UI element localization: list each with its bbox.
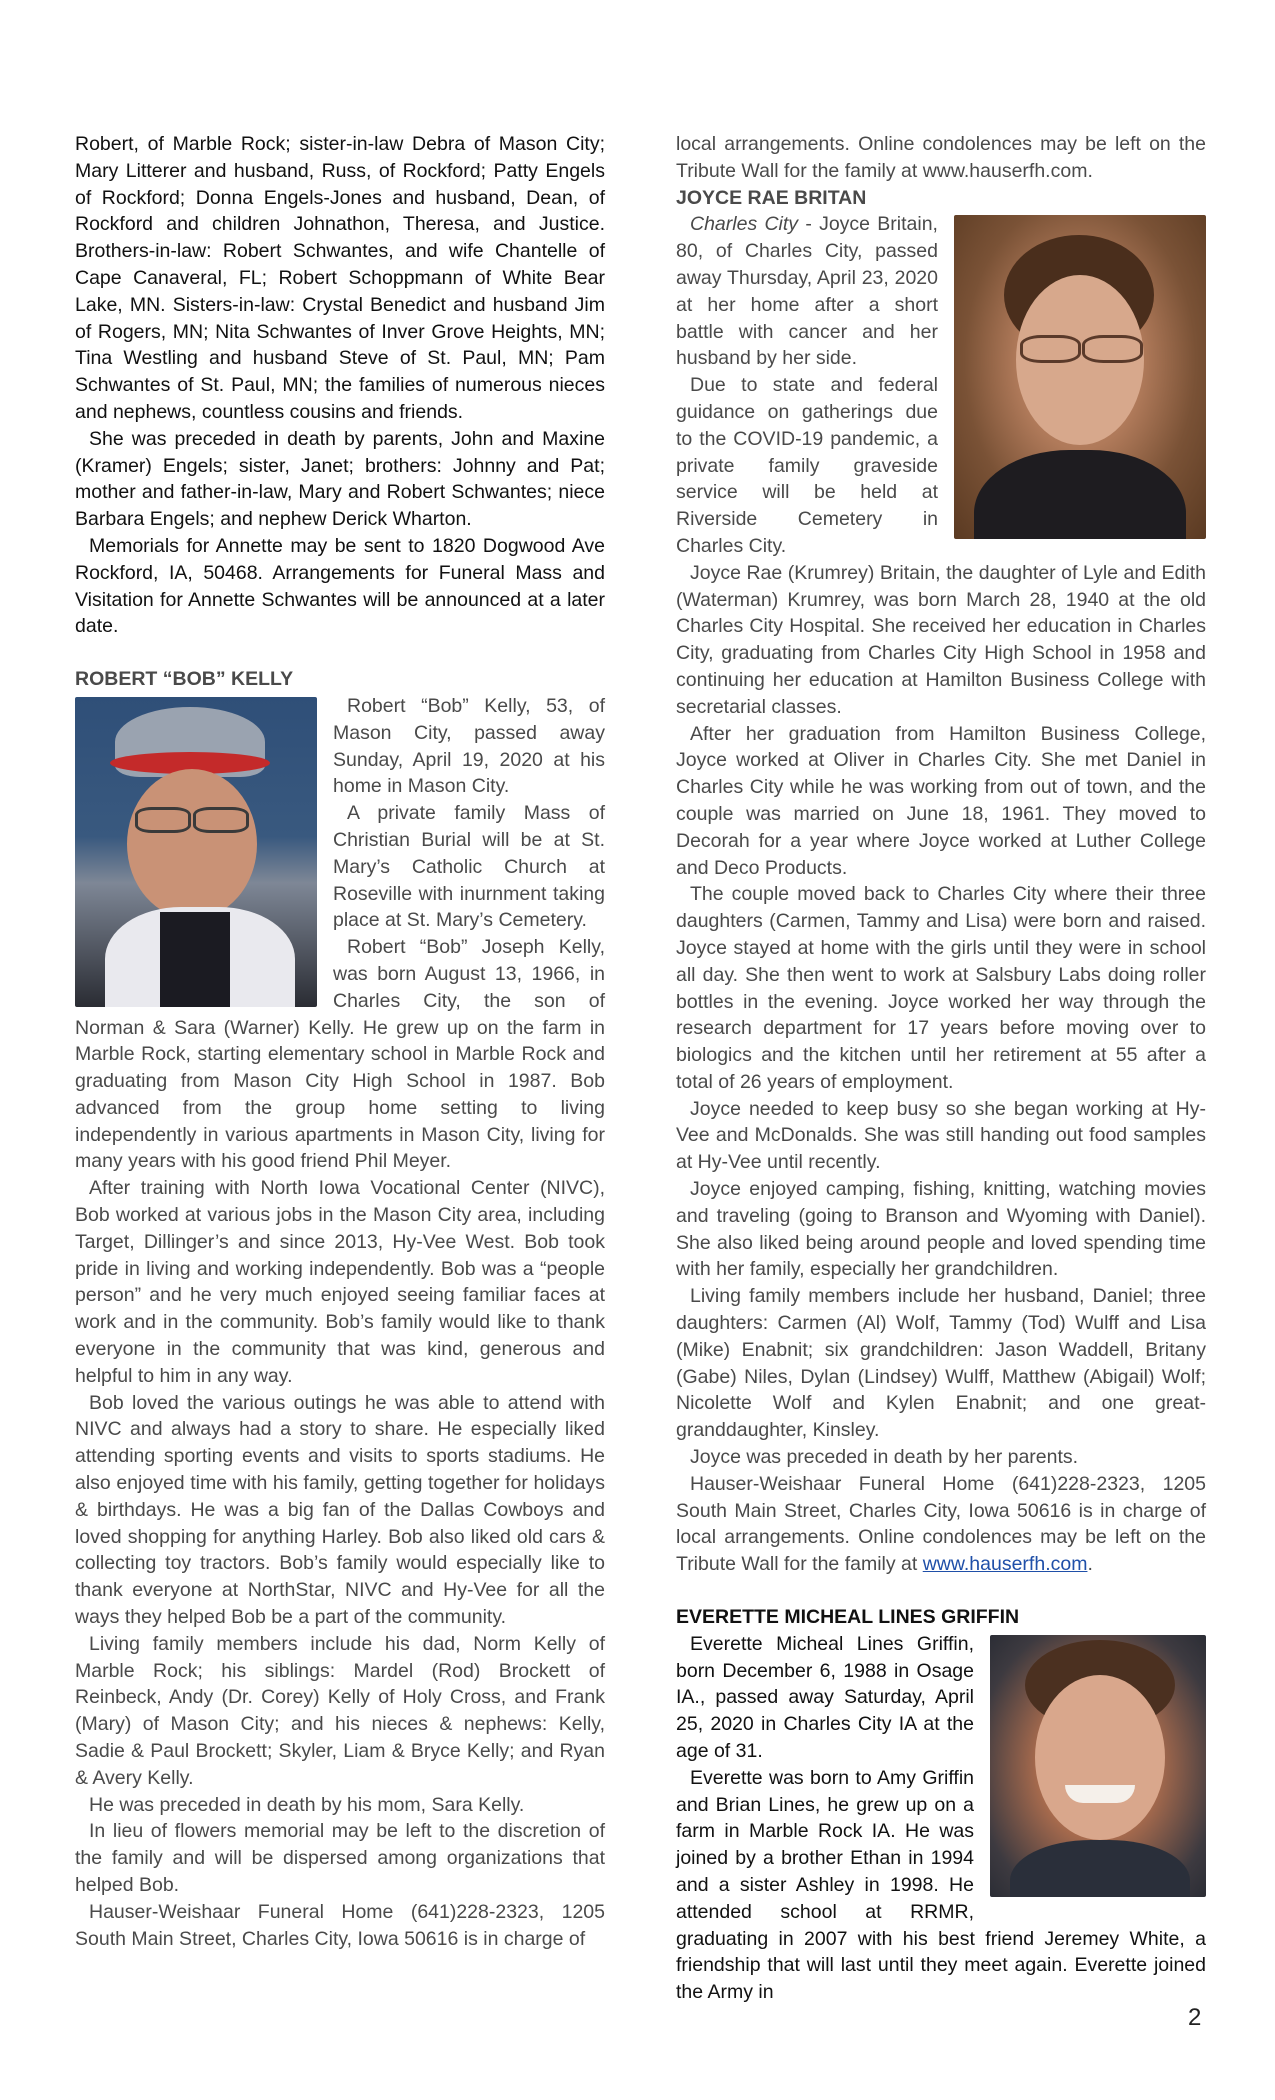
bob-paragraph-9: Hauser-Weishaar Funeral Home (641)228-2323, 1205 South Main Street, Charles City, Iowa 50616 is in charge of xyxy=(75,1900,605,1950)
joyce-britan-obituary xyxy=(676,185,1206,1578)
joyce-funeral-home-end: . xyxy=(1087,1553,1093,1576)
bob-paragraph-6: Living family members include his dad, Norm Kelly of Marble Rock; his siblings: Mardel (Rod) Brockett of Reinbeck, Andy (Dr. Corey) Kelly of Holy Cross, and Frank (Mary) of Mason City; and his nieces & nephews: Kelly, Sadie & Paul Brockett; Skyler, Liam & Bryce Kelly; and Ryan & Avery Kelly. xyxy=(75,1632,605,1789)
left-column xyxy=(75,131,605,1952)
annette-memorials-paragraph: Memorials for Annette may be sent to 1820 Dogwood Ave Rockford, IA, 50468. Arrangements for Funeral Mass and Visitation for Annette Schwantes will be announced at a later date. xyxy=(75,534,605,638)
bob-paragraph-7: He was preceded in death by his mom, Sara Kelly. xyxy=(89,1793,525,1816)
joyce-britan-heading: JOYCE RAE BRITAN xyxy=(676,186,867,209)
bob-paragraph-5: Bob loved the various outings he was able to attend with NIVC and always had a story to share. He especially liked attending sporting events and visits to sports stadiums. He also enjoyed time with his family, getting together for holidays & birthdays. He was a big fan of the Dallas Cowboys and loved shopping for anything Harley. Bob also liked old cars & collecting toy tractors. Bob’s family would especially like to thank everyone at NorthStar, NIVC and Hy-Vee for all the ways they helped Bob be a part of the community. xyxy=(75,1391,605,1629)
bob-kelly-portrait-photo xyxy=(75,697,317,1007)
joyce-first-text: - Joyce Britain, 80, of Charles City, passed away Thursday, April 23, 2020 at her home after a short battle with cancer and her husband by her side. xyxy=(676,213,938,370)
bob-paragraph-1: Robert “Bob” Kelly, 53, of Mason City, passed away Sunday, April 19, 2020 at his home in Mason City. xyxy=(333,694,605,798)
bob-kelly-heading: ROBERT “BOB” KELLY xyxy=(75,668,294,691)
annette-continued-section xyxy=(75,131,605,640)
everette-griffin-heading: EVERETTE MICHEAL LINES GRIFFIN xyxy=(676,1606,1020,1629)
joyce-dateline: Charles City xyxy=(690,213,799,236)
annette-survivors-paragraph: Robert, of Marble Rock; sister-in-law Debra of Mason City; Mary Litterer and husband, Russ, of Rockford; Patty Engels of Rockford; Donna Engels-Jones and husband, Dean, of Rockford and children Johnathon, Theresa, and Justice. Brothers-in-law: Robert Schwantes, and wife Chantelle of Cape Canaveral, FL; Robert Schoppmann of White Bear Lake, MN. Sisters-in-law: Crystal Benedict and husband Jim of Rogers, MN; Nita Schwantes of Inver Grove Heights, MN; Tina Westling and husband Steve of St. Paul, MN; Pam Schwantes of St. Paul, MN; the families of numerous nieces and nephews, countless cousins and friends. xyxy=(75,133,605,423)
joyce-paragraph-2: Due to state and federal guidance on gatherings due to the COVID-19 pandemic, a private family graveside service will be held at Riverside Cemetery in Charles City. xyxy=(676,374,938,557)
bob-kelly-continued xyxy=(676,131,1206,185)
hauserfh-link[interactable]: www.hauserfh.com xyxy=(922,1553,1088,1576)
everette-griffin-portrait-photo xyxy=(990,1635,1206,1897)
joyce-paragraph-6: Joyce needed to keep busy so she began working at Hy-Vee and McDonalds. She was still handing out food samples at Hy-Vee until recently. xyxy=(676,1097,1206,1174)
right-column xyxy=(676,131,1206,2006)
annette-preceded-paragraph: She was preceded in death by parents, John and Maxine (Kramer) Engels; sister, Janet; brothers: Johnny and Pat; mother and father-in-law, Mary and Robert Schwantes; niece Barbara Engels; and nephew Derick Wharton. xyxy=(75,427,605,531)
joyce-paragraph-3: Joyce Rae (Krumrey) Britain, the daughter of Lyle and Edith (Waterman) Krumrey, was born March 28, 1940 at the old Charles City Hospital. She received her education in Charles City, graduating from Charles City High School in 1958 and continuing her education at Hamilton Business College with secretarial classes. xyxy=(676,561,1206,718)
joyce-paragraph-9: Joyce was preceded in death by her parents. xyxy=(690,1446,1079,1469)
joyce-funeral-home-paragraph xyxy=(676,1471,1206,1578)
bob-paragraph-8: In lieu of flowers memorial may be left to the discretion of the family and will be dispersed among organizations that helped Bob. xyxy=(75,1820,605,1896)
joyce-paragraph-7: Joyce enjoyed camping, fishing, knitting, watching movies and traveling (going to Branson and Wyoming with Daniel). She also liked being around people and loved spending time with her family, especially her grandchildren. xyxy=(676,1178,1206,1281)
everette-paragraph-2: Everette was born to Amy Griffin and Brian Lines, he grew up on a farm in Marble Rock IA. He was joined by a brother Ethan in 1994 and a sister Ashley in 1998. He attended school at RRMR, graduating in 2007 with his best friend Jeremey White, a friendship that will last until they meet again. Everette joined the Army in xyxy=(676,1766,1206,2004)
joyce-paragraph-4: After her graduation from Hamilton Business College, Joyce worked at Oliver in Charles City. She met Daniel in Charles City while he was working from out of town, and the couple was married on June 18, 1961. They moved to Decorah for a year where Joyce worked at Luther College and Deco Products. xyxy=(676,722,1206,879)
bob-paragraph-2: A private family Mass of Christian Burial will be at St. Mary’s Catholic Church at Roseville with inurnment taking place at St. Mary’s Cemetery. xyxy=(333,802,605,932)
bob-paragraph-3: Robert “Bob” Joseph Kelly, was born August 13, 1966, in Charles City, the son of Norman & Sara (Warner) Kelly. He grew up on the farm in Marble Rock, starting elementary school in Marble Rock and graduating from Mason City High School in 1987. Bob advanced from the group home setting to living independently in various apartments in Mason City, living for many years with his good friend Phil Meyer. xyxy=(75,936,605,1173)
joyce-funeral-home-text: Hauser-Weishaar Funeral Home (641)228-2323, 1205 South Main Street, Charles City, Iowa 50616 is in charge of local arrangements. Online condolences may be left on the Tribute Wall for the family at xyxy=(676,1472,1206,1576)
page-number: 2 xyxy=(1188,2004,1202,2031)
bob-condolences-paragraph: local arrangements. Online condolences may be left on the Tribute Wall for the family at www.hauserfh.com. xyxy=(676,133,1206,182)
everette-paragraph-1: Everette Micheal Lines Griffin, born December 6, 1988 in Osage IA., passed away Saturday, April 25, 2020 in Charles City IA at the age of 31. xyxy=(676,1632,974,1763)
bob-kelly-obituary xyxy=(75,666,605,1952)
joyce-paragraph-5: The couple moved back to Charles City where their three daughters (Carmen, Tammy and Lisa) were born and raised. Joyce stayed at home with the girls until they were in school all day. She then went to work at Salsbury Labs doing roller bottles in the evening. Joyce worked her way through the research department for 17 years before moving over to biologics and the kitchen until her retirement at 55 after a total of 26 years of employment. xyxy=(676,883,1206,1093)
bob-paragraph-4: After training with North Iowa Vocational Center (NIVC), Bob worked at various jobs in the Mason City area, including Target, Dillinger’s and since 2013, Hy-Vee West. Bob took pride in living and working independently. Bob was a “people person” and he very much enjoyed seeing familiar faces at work and in the community. Bob’s family would like to thank everyone in the community that was kind, generous and helpful to him in any way. xyxy=(75,1177,605,1387)
everette-griffin-obituary xyxy=(676,1604,1206,2006)
joyce-paragraph-8: Living family members include her husband, Daniel; three daughters: Carmen (Al) Wolf, Tammy (Tod) Wulff and Lisa (Mike) Enabnit; six grandchildren: Jason Waddell, Britany (Gabe) Niles, Dylan (Lindsey) Wulff, Matthew (Abigail) Wolf; Nicolette Wolf and Kylen Enabnit; and one great-granddaughter, Kinsley. xyxy=(676,1285,1206,1442)
joyce-britan-portrait-photo xyxy=(954,215,1206,539)
